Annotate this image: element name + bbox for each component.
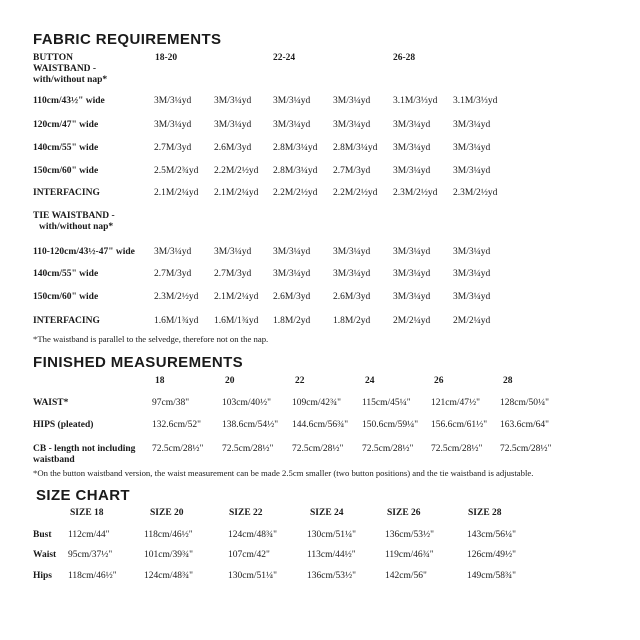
fabric-cell: 3M/3¼yd [453,143,491,153]
fabric-row-label: 110-120cm/43½-47" wide [33,247,135,257]
finished-cell: 121cm/47½" [431,398,480,408]
size-chart-cell: 112cm/44" [68,530,110,540]
fabric-cell: 3M/3¼yd [214,120,252,130]
finished-size-header: 22 [295,376,305,386]
finished-section-title: FINISHED MEASUREMENTS [33,354,244,371]
fabric-cell: 2.2M/2½yd [214,166,259,176]
size-chart-header: SIZE 26 [387,508,421,518]
finished-cell: 109cm/42¾" [292,398,341,408]
finished-cell: 72.5cm/28½" [431,444,483,454]
fabric-cell: 2.8M/3¼yd [273,143,318,153]
fabric-cell: 2.3M/2½yd [154,292,199,302]
fabric-cell: 2.2M/2½yd [273,188,318,198]
size-chart-cell: 101cm/39¾" [144,550,193,560]
fabric-cell: 3M/3¼yd [393,166,431,176]
fabric-cell: 2M/2¼yd [453,316,491,326]
fabric-cell: 2.7M/3yd [333,166,371,176]
size-chart-cell: 95cm/37½" [68,550,113,560]
button-waistband-header: WAISTBAND - [33,64,97,74]
fabric-cell: 3M/3¼yd [214,247,252,257]
size-chart-header: SIZE 22 [229,508,263,518]
size-chart-cell: 118cm/46½" [144,530,193,540]
size-chart-cell: 119cm/46¾" [385,550,434,560]
size-chart-header: SIZE 20 [150,508,184,518]
finished-cell: 115cm/45¼" [362,398,411,408]
finished-row-label: HIPS (pleated) [33,420,94,430]
size-chart-cell: 124cm/48¾" [228,530,277,540]
fabric-cell: 3M/3¼yd [333,247,371,257]
fabric-row-label: 110cm/43½" wide [33,96,105,106]
fabric-row-label: INTERFACING [33,188,100,198]
fabric-cell: 3M/3¼yd [333,96,371,106]
fabric-cell: 2.1M/2¼yd [154,188,199,198]
fabric-cell: 2.7M/3yd [154,143,192,153]
fabric-cell: 2.3M/2½yd [453,188,498,198]
size-chart-cell: 124cm/48¾" [144,571,193,581]
fabric-cell: 3M/3¼yd [393,292,431,302]
fabric-cell: 1.8M/2yd [333,316,371,326]
finished-row-label: WAIST* [33,398,69,408]
fabric-cell: 3M/3¼yd [273,96,311,106]
size-chart-cell: 149cm/58¾" [467,571,516,581]
size-chart-cell: 118cm/46½" [68,571,117,581]
finished-size-header: 20 [225,376,235,386]
finished-cell: 144.6cm/56¾" [292,420,349,430]
fabric-cell: 3M/3¼yd [393,269,431,279]
fabric-cell: 3M/3¼yd [154,247,192,257]
finished-cell: 138.6cm/54½" [222,420,279,430]
button-waistband-header: with/without nap* [33,75,108,85]
size-chart-row-label: Bust [33,530,52,540]
fabric-cell: 3M/3¼yd [453,269,491,279]
finished-cell: 128cm/50¼" [500,398,549,408]
tie-waistband-header: TIE WAISTBAND - [33,211,115,221]
fabric-cell: 3M/3¼yd [393,247,431,257]
fabric-cell: 2M/2¼yd [393,316,431,326]
tie-waistband-header: with/without nap* [39,222,114,232]
size-chart-cell: 143cm/56¼" [467,530,516,540]
fabric-cell: 3.1M/3⅓yd [393,96,438,106]
fabric-row-label: 140cm/55" wide [33,269,99,279]
fabric-row-label: 140cm/55" wide [33,143,99,153]
finished-footnote: *On the button waistband version, the waist measurement can be made 2.5cm smaller (two button positions) and the tie waistband is adjustable. [33,468,534,478]
fabric-row-label: 150cm/60" wide [33,166,99,176]
fabric-cell: 2.6M/3yd [273,292,311,302]
fabric-section-title: FABRIC REQUIREMENTS [33,31,222,48]
finished-cell: 132.6cm/52" [152,420,201,430]
finished-cell: 103cm/40½" [222,398,271,408]
fabric-row-label: 150cm/60" wide [33,292,99,302]
fabric-size-header: 26-28 [393,53,416,63]
fabric-row-label: 120cm/47" wide [33,120,99,130]
finished-cell: 72.5cm/28½" [222,444,274,454]
size-chart-cell: 136cm/53½" [307,571,356,581]
finished-cell: 156.6cm/61½" [431,420,488,430]
size-chart-title: SIZE CHART [36,487,130,504]
fabric-cell: 3M/3¼yd [154,120,192,130]
fabric-cell: 2.3M/2½yd [393,188,438,198]
fabric-cell: 2.7M/3yd [154,269,192,279]
fabric-cell: 2.5M/2¾yd [154,166,199,176]
finished-cell: 72.5cm/28½" [500,444,552,454]
finished-size-header: 28 [503,376,513,386]
fabric-cell: 1.6M/1¾yd [154,316,199,326]
size-chart-cell: 126cm/49½" [467,550,516,560]
finished-size-header: 24 [365,376,375,386]
fabric-cell: 3.1M/3⅓yd [453,96,498,106]
fabric-cell: 3M/3¼yd [453,120,491,130]
size-chart-header: SIZE 18 [70,508,104,518]
fabric-cell: 3M/3¼yd [333,120,371,130]
size-chart-row-label: Hips [33,571,53,581]
fabric-footnote: *The waistband is parallel to the selvedge, therefore not on the nap. [33,334,269,344]
size-chart-cell: 130cm/51¼" [307,530,356,540]
fabric-cell: 2.1M/2¼yd [214,292,259,302]
fabric-cell: 2.6M/3yd [214,143,252,153]
button-waistband-header: BUTTON [33,53,73,63]
fabric-cell: 1.8M/2yd [273,316,311,326]
finished-cell: 97cm/38" [152,398,190,408]
fabric-cell: 3M/3¼yd [273,120,311,130]
fabric-cell: 3M/3¼yd [453,166,491,176]
fabric-size-header: 22-24 [273,53,296,63]
finished-cell: 72.5cm/28½" [362,444,414,454]
size-chart-header: SIZE 24 [310,508,344,518]
fabric-cell: 3M/3¼yd [214,96,252,106]
fabric-row-label: INTERFACING [33,316,100,326]
fabric-cell: 3M/3¼yd [393,120,431,130]
fabric-cell: 3M/3¼yd [453,247,491,257]
fabric-cell: 3M/3¼yd [453,292,491,302]
size-chart-cell: 136cm/53½" [385,530,434,540]
size-chart-header: SIZE 28 [468,508,502,518]
finished-cell: 72.5cm/28½" [292,444,344,454]
finished-row-label: CB - length not including [33,444,136,454]
size-chart-cell: 130cm/51¼" [228,571,277,581]
fabric-cell: 2.8M/3¼yd [273,166,318,176]
finished-row-label: waistband [33,455,75,465]
fabric-cell: 2.1M/2¼yd [214,188,259,198]
fabric-cell: 2.8M/3¼yd [333,143,378,153]
fabric-cell: 3M/3¼yd [273,247,311,257]
fabric-cell: 3M/3¼yd [273,269,311,279]
size-chart-cell: 113cm/44½" [307,550,356,560]
finished-size-header: 18 [155,376,165,386]
fabric-cell: 2.6M/3yd [333,292,371,302]
finished-cell: 150.6cm/59¼" [362,420,419,430]
fabric-cell: 3M/3¼yd [393,143,431,153]
size-chart-cell: 107cm/42" [228,550,270,560]
size-chart-cell: 142cm/56" [385,571,427,581]
size-chart-row-label: Waist [33,550,57,560]
finished-cell: 163.6cm/64" [500,420,549,430]
finished-cell: 72.5cm/28½" [152,444,204,454]
fabric-cell: 3M/3¼yd [333,269,371,279]
finished-size-header: 26 [434,376,444,386]
fabric-cell: 2.7M/3yd [214,269,252,279]
fabric-cell: 1.6M/1¾yd [214,316,259,326]
fabric-size-header: 18-20 [155,53,178,63]
fabric-cell: 3M/3¼yd [154,96,192,106]
fabric-cell: 2.2M/2½yd [333,188,378,198]
